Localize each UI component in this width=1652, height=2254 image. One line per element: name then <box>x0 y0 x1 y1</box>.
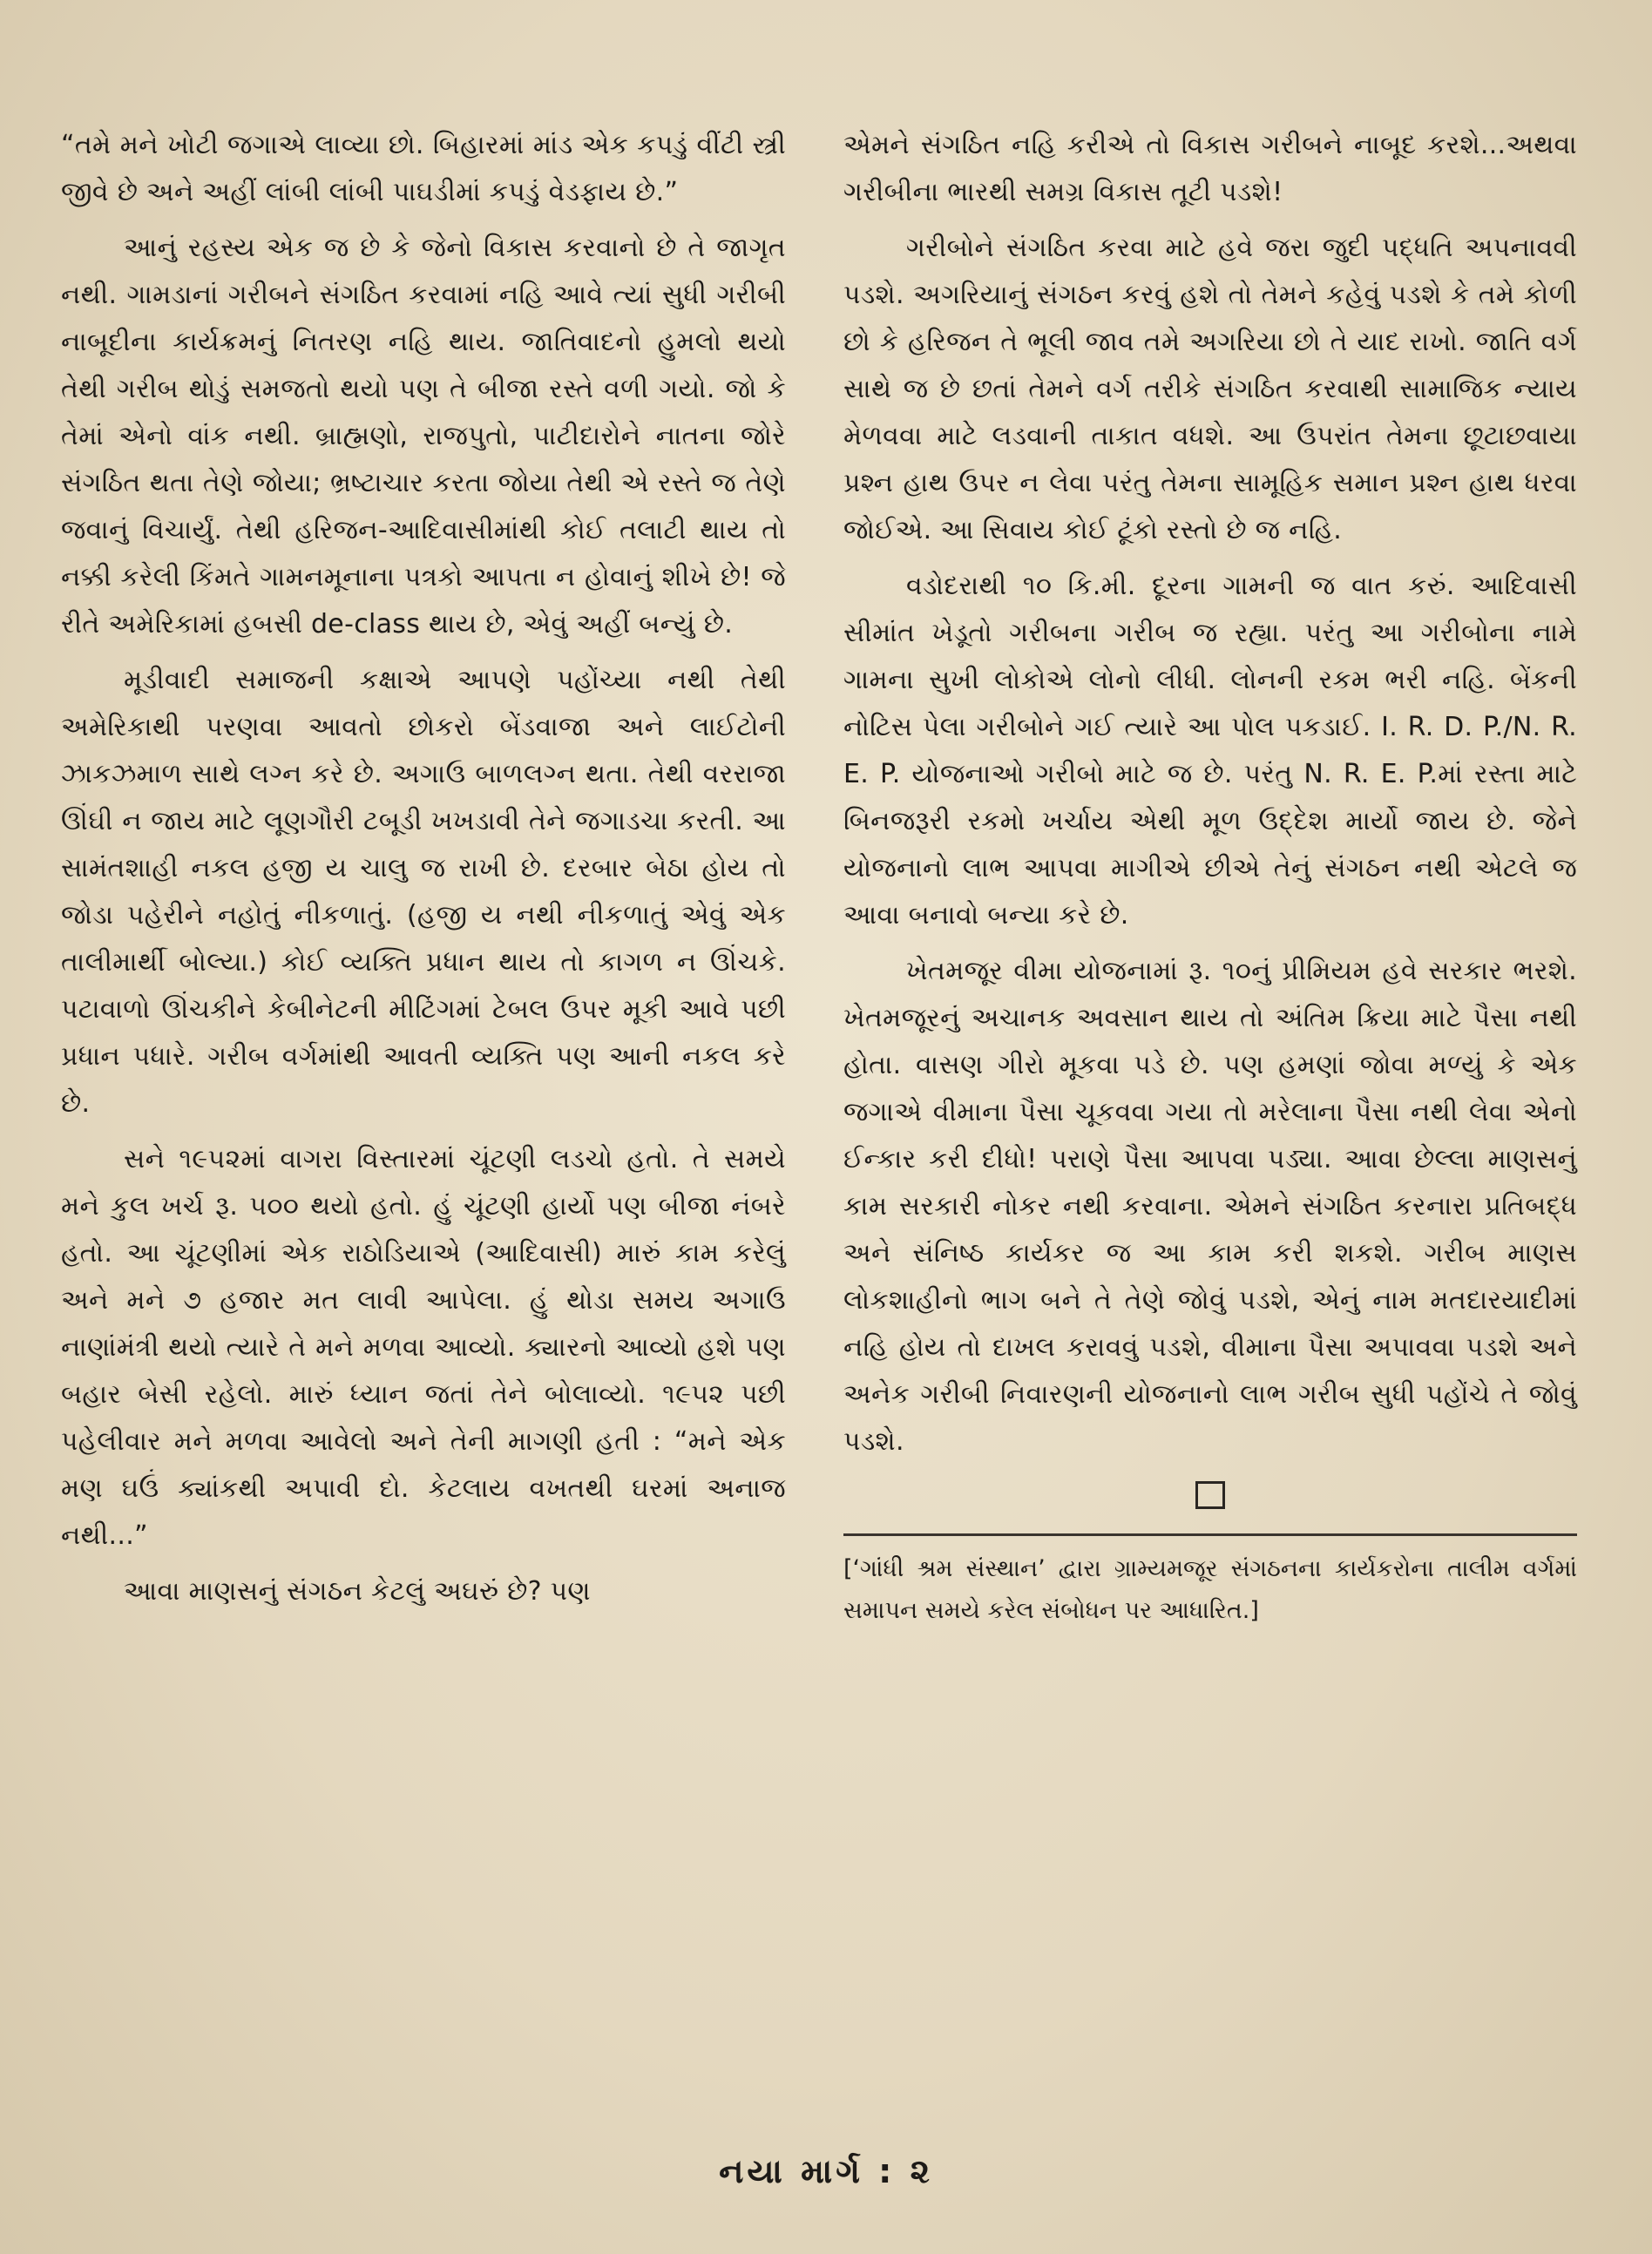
divider <box>843 1533 1577 1536</box>
paragraph: મૂડીવાદી સમાજની કક્ષાએ આપણે પહોંચ્યા નથી તેથી અમેરિકાથી પરણવા આવતો છોકરો બેંડવાજા અને લાઈટોની ઝાકઝમાળ સાથે લગ્ન કરે છે. અગાઉ બાળલગ્ન થતા. તેથી વરરાજા ઊંઘી ન જાય માટે લૂણગૌરી ટબૂડી ખખડાવી તેને જગાડચા કરતી. આ સામંતશાહી નકલ હજી ય ચાલુ જ રાખી છે. દરબાર બેઠા હોય તો જોડા પહેરીને નહોતું નીકળાતું. (હજી ય નથી નીકળાતું એવું એક તાલીમાર્થી બોલ્યા.) કોઈ વ્યક્તિ પ્રધાન થાય તો કાગળ ન ઊંચકે. પટાવાળો ઊંચકીને કેબીનેટની મીટિંગમાં ટેબલ ઉપર મૂકી આવે પછી પ્રધાન પધારે. ગરીબ વર્ગમાંથી આવતી વ્યક્તિ પણ આની નકલ કરે છે. <box>61 665 786 1119</box>
right-column <box>843 122 1577 1632</box>
paragraph: આવા માણસનું સંગઠન કેટલું અઘરું છે? પણ <box>124 1576 591 1607</box>
source-note: [‘ગાંધી શ્રમ સંસ્થાન’ દ્વારા ગ્રામ્યમજૂર સંગઠનના કાર્યકરોના તાલીમ વર્ગમાં સમાપન સમયે કરેલ સંબોધન પર આધારિત.] <box>843 1555 1577 1624</box>
left-column <box>61 122 786 1615</box>
end-of-article-box-icon <box>1195 1481 1225 1509</box>
paragraph: એમને સંગઠિત નહિ કરીએ તો વિકાસ ગરીબને નાબૂદ કરશે...અથવા ગરીબીના ભારથી સમગ્ર વિકાસ તૂટી પડશે! <box>843 130 1577 207</box>
paragraph: “તમે મને ખોટી જગાએ લાવ્યા છો. બિહારમાં માંડ એક કપડું વીંટી સ્ત્રી જીવે છે અને અહીં લાંબી લાંબી પાઘડીમાં કપડું વેડફાય છે.” <box>61 130 786 207</box>
paragraph: ખેતમજૂર વીમા યોજનામાં રૂ. ૧૦નું પ્રીમિયમ હવે સરકાર ભરશે. ખેતમજૂરનું અચાનક અવસાન થાય તો અંતિમ ક્રિયા માટે પૈસા નથી હોતા. વાસણ ગીરો મૂકવા પડે છે. પણ હમણાં જોવા મળ્યું કે એક જગાએ વીમાના પૈસા ચૂકવવા ગયા તો મરેલાના પૈસા નથી લેવા એનો ઈન્કાર કરી દીધો! પરાણે પૈસા આપવા પડ્યા. આવા છેલ્લા માણસનું કામ સરકારી નોકર નથી કરવાના. એમને સંગઠિત કરનારા પ્રતિબદ્ધ અને સંનિષ્ઠ કાર્યકર જ આ કામ કરી શકશે. ગરીબ માણસ લોકશાહીનો ભાગ બને તે તેણે જોવું પડશે, એનું નામ મતદારયાદીમાં નહિ હોય તો દાખલ કરાવવું પડશે, વીમાના પૈસા અપાવવા પડશે અને અનેક ગરીબી નિવારણની યોજનાનો લાભ ગરીબ સુધી પહોંચે તે જોવું પડશે. <box>843 956 1577 1457</box>
paragraph: ગરીબોને સંગઠિત કરવા માટે હવે જરા જુદી પદ્ધતિ અપનાવવી પડશે. અગરિયાનું સંગઠન કરવું હશે તો તેમને કહેવું પડશે કે તમે કોળી છો કે હરિજન તે ભૂલી જાવ તમે અગરિયા છો તે યાદ રાખો. જાતિ વર્ગ સાથે જ છે છતાં તેમને વર્ગ તરીકે સંગઠિત કરવાથી સામાજિક ન્યાય મેળવવા માટે લડવાની તાકાત વધશે. આ ઉપરાંત તેમના છૂટાછવાયા પ્રશ્ન હાથ ઉપર ન લેવા પરંતુ તેમના સામૂહિક સમાન પ્રશ્ન હાથ ધરવા જોઈએ. આ સિવાય કોઈ ટૂંકો રસ્તો છે જ નહિ. <box>843 233 1577 545</box>
page-footer: નયા માર્ગ : ૨ <box>719 2152 933 2190</box>
paragraph: સને ૧૯૫૨માં વાગરા વિસ્તારમાં ચૂંટણી લડચો હતો. તે સમયે મને કુલ ખર્ચ રૂ. ૫૦૦ થયો હતો. હું ચૂંટણી હાર્યો પણ બીજા નંબરે હતો. આ ચૂંટણીમાં એક રાઠોડિયાએ (આદિવાસી) મારું કામ કરેલું અને મને ૭ હજાર મત લાવી આપેલા. હું થોડા સમય અગાઉ નાણાંમંત્રી થયો ત્યારે તે મને મળવા આવ્યો. ક્યારનો આવ્યો હશે પણ બહાર બેસી રહેલો. મારું ધ્યાન જતાં તેને બોલાવ્યો. ૧૯૫૨ પછી પહેલીવાર મને મળવા આવેલો અને તેની માગણી હતી : “મને એક મણ ઘઉં ક્યાંકથી અપાવી દો. કેટલાય વખતથી ઘરમાં અનાજ નથી...” <box>61 1144 786 1551</box>
paragraph: વડોદરાથી ૧૦ કિ.મી. દૂરના ગામની જ વાત કરું. આદિવાસી સીમાંત ખેડૂતો ગરીબના ગરીબ જ રહ્યા. પરંતુ આ ગરીબોના નામે ગામના સુખી લોકોએ લોનો લીધી. લોનની રકમ ભરી નહિ. બેંકની નોટિસ પેલા ગરીબોને ગઈ ત્યારે આ પોલ પકડાઈ. I. R. D. P./N. R. E. P. યોજનાઓ ગરીબો માટે જ છે. પરંતુ N. R. E. P.માં રસ્તા માટે બિનજરૂરી રકમો ખર્ચાય એથી મૂળ ઉદ્દેશ માર્યો જાય છે. જેને યોજનાનો લાભ આપવા માગીએ છીએ તેનું સંગઠન નથી એટલે જ આવા બનાવો બન્યા કરે છે. <box>843 571 1577 931</box>
paragraph: આનું રહસ્ય એક જ છે કે જેનો વિકાસ કરવાનો છે તે જાગૃત નથી. ગામડાનાં ગરીબને સંગઠિત કરવામાં નહિ આવે ત્યાં સુધી ગરીબી નાબૂદીના કાર્યક્રમનું નિતરણ નહિ થાય. જાતિવાદનો હુમલો થયો તેથી ગરીબ થોડું સમજતો થયો પણ તે બીજા રસ્તે વળી ગયો. જો કે તેમાં એનો વાંક નથી. બ્રાહ્મણો, રાજપુતો, પાટીદારોને નાતના જોરે સંગઠિત થતા તેણે જોયા; ભ્રષ્ટાચાર કરતા જોયા તેથી એ રસ્તે જ તેણે જવાનું વિચાર્યું. તેથી હરિજન-આદિવાસીમાંથી કોઈ તલાટી થાય તો નક્કી કરેલી કિંમતે ગામનમૂનાના પત્રકો આપતા ન હોવાનું શીખે છે! જે રીતે અમેરિકામાં હબસી de-class થાય છે, એવું અહીં બન્યું છે. <box>61 233 786 640</box>
